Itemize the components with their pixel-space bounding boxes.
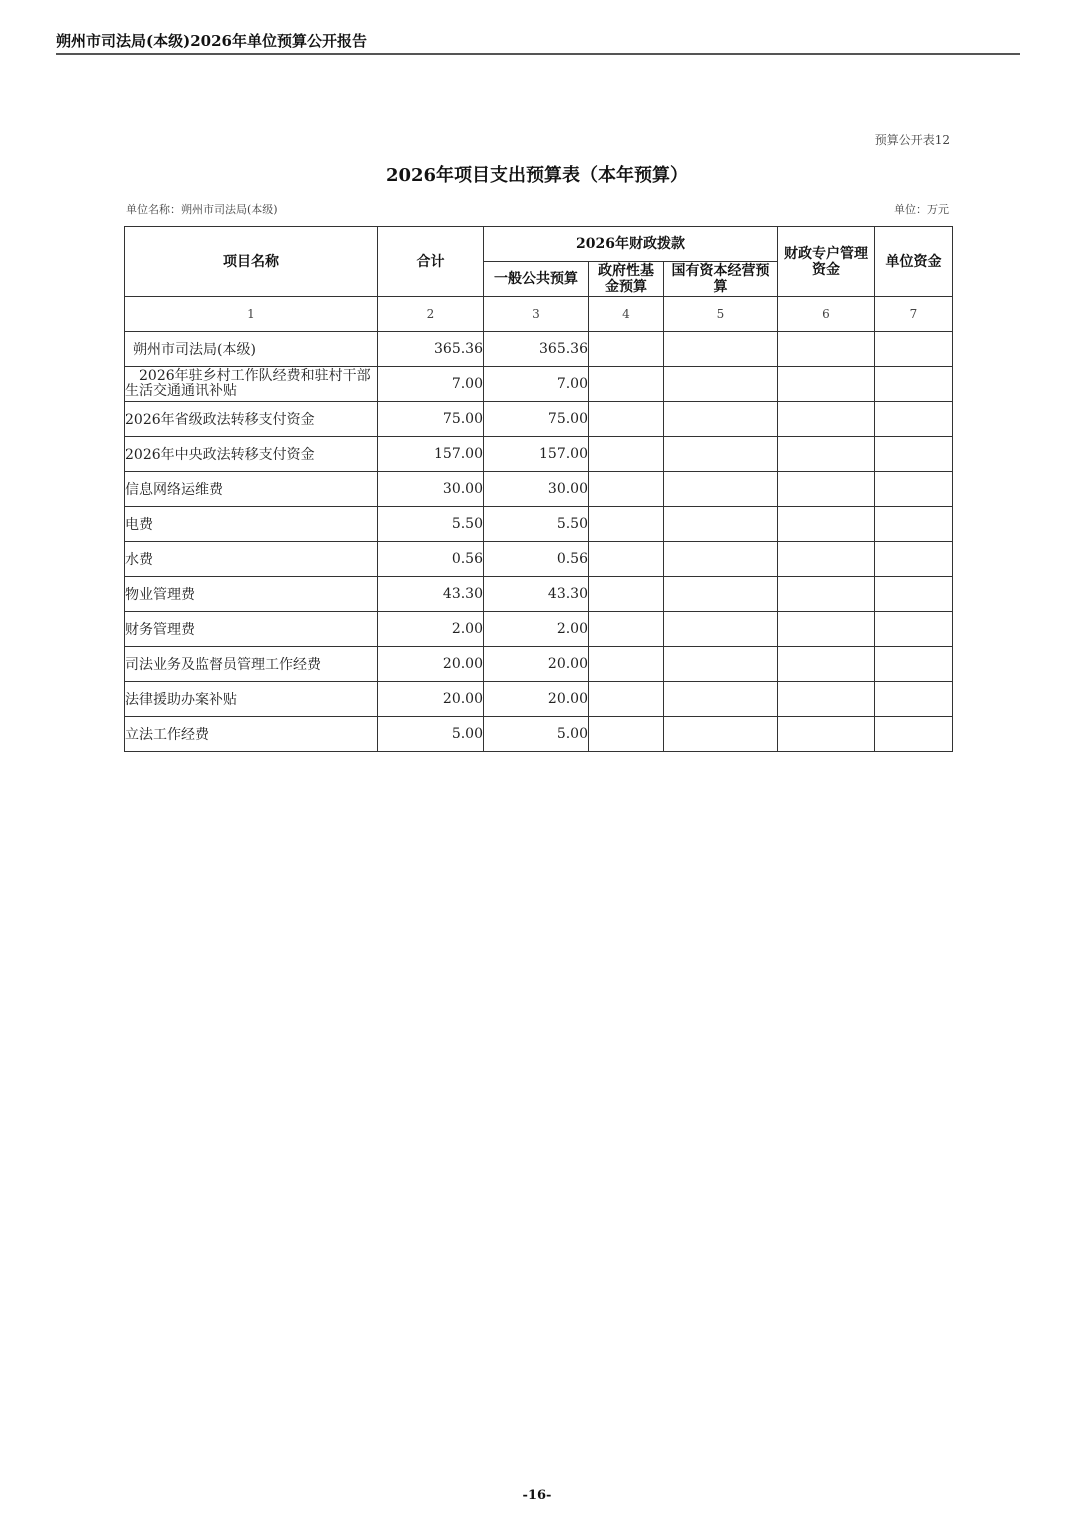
empty-cell bbox=[664, 612, 778, 647]
project-name: 立法工作经费 bbox=[125, 717, 378, 752]
total-value: 30.00 bbox=[378, 472, 484, 507]
empty-cell bbox=[875, 542, 953, 577]
empty-cell bbox=[778, 612, 875, 647]
empty-cell bbox=[875, 402, 953, 437]
empty-cell bbox=[589, 332, 664, 367]
header-state-capital-line1: 国有资本经营预 bbox=[671, 263, 770, 279]
empty-cell bbox=[778, 437, 875, 472]
total-value: 75.00 bbox=[378, 402, 484, 437]
empty-cell bbox=[664, 367, 778, 402]
column-index: 1 bbox=[125, 297, 378, 332]
empty-cell bbox=[778, 332, 875, 367]
empty-cell bbox=[778, 682, 875, 717]
project-name: 财务管理费 bbox=[125, 612, 378, 647]
empty-cell bbox=[875, 612, 953, 647]
empty-cell bbox=[589, 507, 664, 542]
header-special-mgmt-line1: 财政专户管理 bbox=[784, 245, 868, 262]
empty-cell bbox=[875, 332, 953, 367]
total-value: 5.50 bbox=[378, 507, 484, 542]
header-project-name: 项目名称 bbox=[125, 227, 378, 297]
table-row bbox=[125, 472, 953, 507]
empty-cell bbox=[589, 367, 664, 402]
table-row bbox=[125, 437, 953, 472]
empty-cell bbox=[589, 472, 664, 507]
empty-cell bbox=[664, 402, 778, 437]
table-row bbox=[125, 647, 953, 682]
project-name: 水费 bbox=[125, 542, 378, 577]
empty-cell bbox=[664, 647, 778, 682]
empty-cell bbox=[875, 717, 953, 752]
header-special-mgmt-line2: 资金 bbox=[812, 261, 840, 278]
general-budget-value: 75.00 bbox=[484, 402, 589, 437]
table-row bbox=[125, 577, 953, 612]
general-budget-value: 157.00 bbox=[484, 437, 589, 472]
empty-cell bbox=[778, 717, 875, 752]
total-value: 20.00 bbox=[378, 682, 484, 717]
project-name: 司法业务及监督员管理工作经费 bbox=[125, 647, 378, 682]
unit-measure: 单位：万元 bbox=[894, 203, 949, 216]
project-name: 2026年中央政法转移支付资金 bbox=[125, 437, 378, 472]
empty-cell bbox=[875, 367, 953, 402]
empty-cell bbox=[589, 577, 664, 612]
empty-cell bbox=[664, 437, 778, 472]
empty-cell bbox=[589, 437, 664, 472]
general-budget-value: 5.50 bbox=[484, 507, 589, 542]
total-value: 0.56 bbox=[378, 542, 484, 577]
empty-cell bbox=[778, 402, 875, 437]
project-name bbox=[125, 367, 378, 402]
empty-cell bbox=[778, 542, 875, 577]
empty-cell bbox=[589, 647, 664, 682]
total-value: 5.00 bbox=[378, 717, 484, 752]
header-fiscal-group: 2026年财政拨款 bbox=[484, 227, 778, 262]
table-row bbox=[125, 332, 953, 367]
total-value: 7.00 bbox=[378, 367, 484, 402]
general-budget-value: 7.00 bbox=[484, 367, 589, 402]
project-name-line1: 2026年驻乡村工作队经费和驻村干部 bbox=[139, 368, 371, 384]
empty-cell bbox=[875, 647, 953, 682]
header-gov-fund-line2: 金预算 bbox=[605, 279, 647, 295]
general-budget-value: 43.30 bbox=[484, 577, 589, 612]
empty-cell bbox=[664, 507, 778, 542]
empty-cell bbox=[778, 647, 875, 682]
empty-cell bbox=[589, 402, 664, 437]
column-index: 7 bbox=[875, 297, 953, 332]
total-value: 20.00 bbox=[378, 647, 484, 682]
empty-cell bbox=[589, 612, 664, 647]
empty-cell bbox=[664, 577, 778, 612]
empty-cell bbox=[778, 507, 875, 542]
running-header: 朔州市司法局(本级)2026年单位预算公开报告 bbox=[56, 32, 367, 50]
empty-cell bbox=[664, 717, 778, 752]
total-value: 365.36 bbox=[378, 332, 484, 367]
column-index: 6 bbox=[778, 297, 875, 332]
table-number: 预算公开表12 bbox=[874, 133, 950, 147]
empty-cell bbox=[875, 577, 953, 612]
table-row bbox=[125, 507, 953, 542]
header-general-budget: 一般公共预算 bbox=[484, 262, 589, 297]
header-special-mgmt bbox=[778, 227, 875, 297]
header-state-capital bbox=[664, 262, 778, 297]
column-index: 5 bbox=[664, 297, 778, 332]
empty-cell bbox=[589, 682, 664, 717]
header-state-capital-line2: 算 bbox=[713, 279, 728, 295]
page-number: -16- bbox=[522, 1488, 552, 1503]
meta-row bbox=[126, 201, 949, 217]
header-rule bbox=[56, 53, 1020, 55]
project-name: 信息网络运维费 bbox=[125, 472, 378, 507]
empty-cell bbox=[664, 542, 778, 577]
empty-cell bbox=[778, 367, 875, 402]
table-title: 2026年项目支出预算表（本年预算） bbox=[385, 165, 689, 186]
column-index: 3 bbox=[484, 297, 589, 332]
total-value: 2.00 bbox=[378, 612, 484, 647]
column-index: 4 bbox=[589, 297, 664, 332]
table-row bbox=[125, 402, 953, 437]
general-budget-value: 30.00 bbox=[484, 472, 589, 507]
empty-cell bbox=[664, 332, 778, 367]
general-budget-value: 5.00 bbox=[484, 717, 589, 752]
total-value: 157.00 bbox=[378, 437, 484, 472]
empty-cell bbox=[875, 507, 953, 542]
general-budget-value: 20.00 bbox=[484, 682, 589, 717]
table-row bbox=[125, 717, 953, 752]
empty-cell bbox=[664, 682, 778, 717]
general-budget-value: 365.36 bbox=[484, 332, 589, 367]
header-gov-fund bbox=[589, 262, 664, 297]
column-index: 2 bbox=[378, 297, 484, 332]
empty-cell bbox=[875, 437, 953, 472]
empty-cell bbox=[589, 542, 664, 577]
header-total: 合计 bbox=[378, 227, 484, 297]
table-row bbox=[125, 682, 953, 717]
project-name: 朔州市司法局(本级) bbox=[125, 332, 378, 367]
header-unit-funds: 单位资金 bbox=[875, 227, 953, 297]
total-value: 43.30 bbox=[378, 577, 484, 612]
empty-cell bbox=[875, 682, 953, 717]
header-gov-fund-line1: 政府性基 bbox=[598, 263, 654, 279]
project-name: 2026年省级政法转移支付资金 bbox=[125, 402, 378, 437]
project-name: 电费 bbox=[125, 507, 378, 542]
project-name-line2: 生活交通通讯补贴 bbox=[125, 383, 237, 399]
unit-name: 单位名称：朔州市司法局(本级) bbox=[126, 203, 278, 216]
general-budget-value: 2.00 bbox=[484, 612, 589, 647]
project-name: 法律援助办案补贴 bbox=[125, 682, 378, 717]
column-index-row bbox=[125, 297, 953, 332]
table-row bbox=[125, 367, 953, 402]
empty-cell bbox=[778, 577, 875, 612]
project-budget-table bbox=[124, 226, 953, 752]
table-row bbox=[125, 612, 953, 647]
general-budget-value: 0.56 bbox=[484, 542, 589, 577]
project-name: 物业管理费 bbox=[125, 577, 378, 612]
empty-cell bbox=[664, 472, 778, 507]
general-budget-value: 20.00 bbox=[484, 647, 589, 682]
empty-cell bbox=[589, 717, 664, 752]
table-row bbox=[125, 542, 953, 577]
empty-cell bbox=[875, 472, 953, 507]
empty-cell bbox=[778, 472, 875, 507]
